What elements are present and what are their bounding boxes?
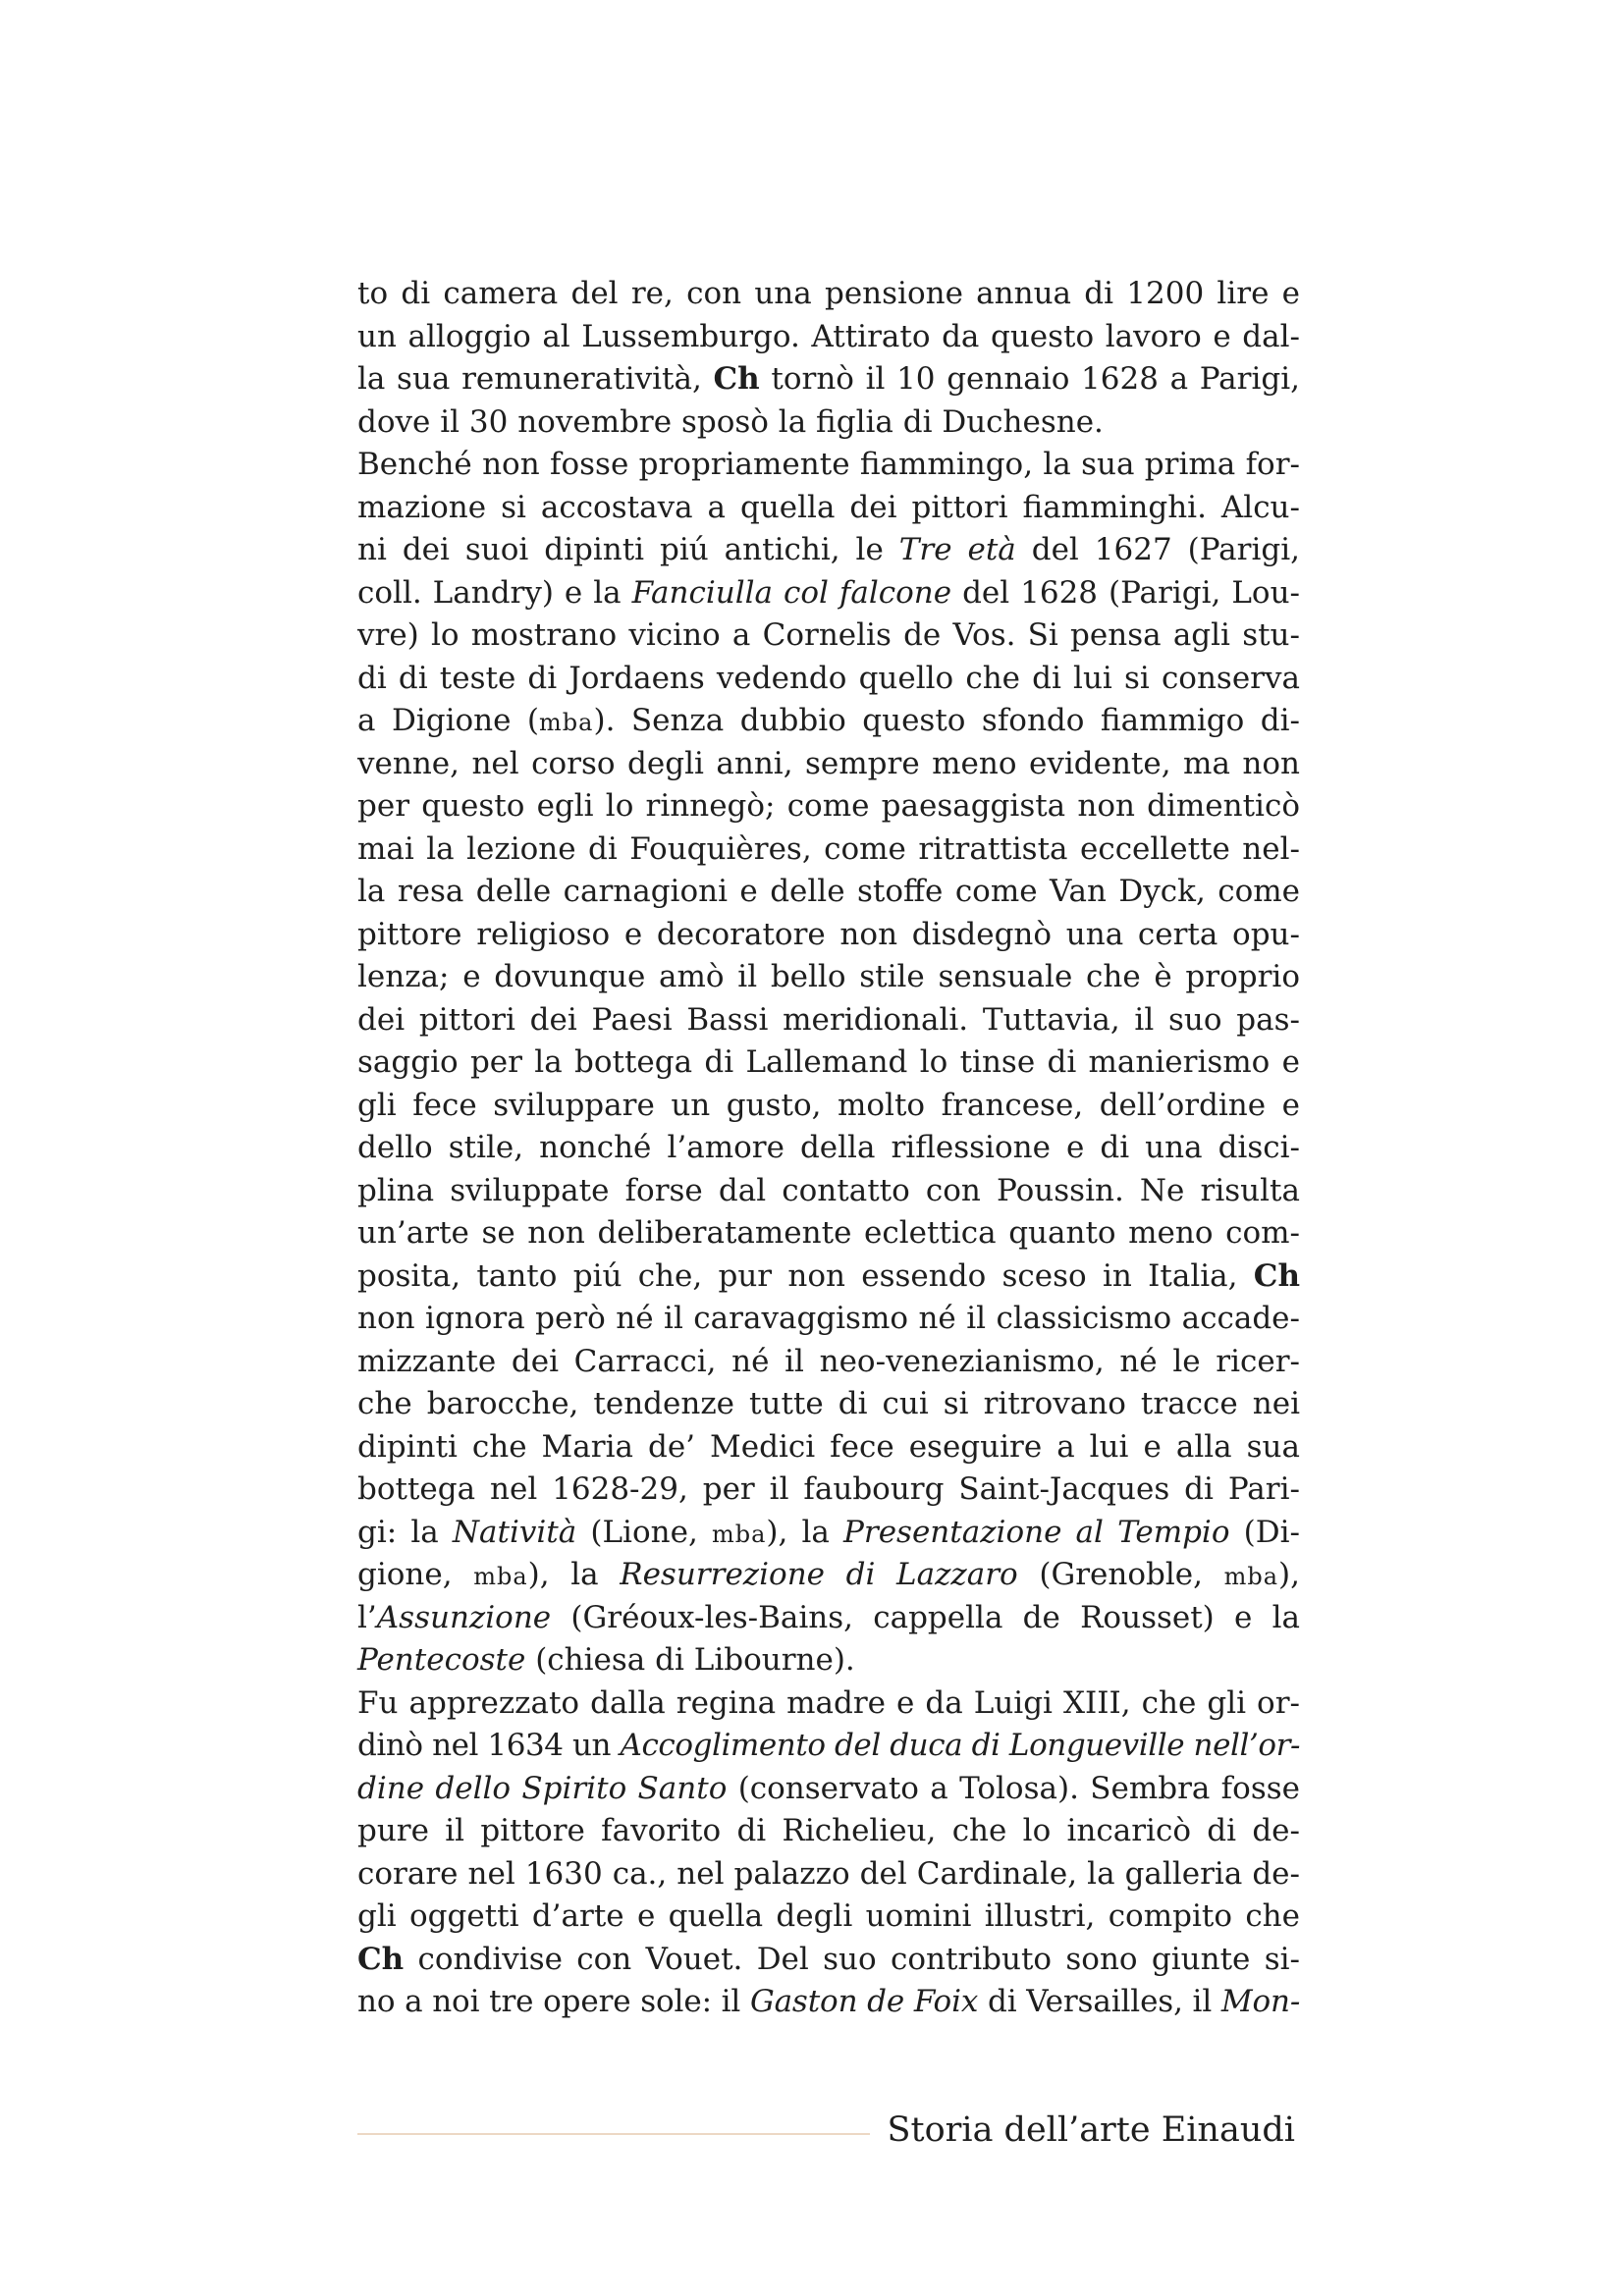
text-line: lenza; e dovunque amò il bello stile sensuale che è proprio <box>357 959 1300 994</box>
artwork-title: dine dello Spirito Santo <box>357 1770 728 1806</box>
text-line: di di teste di Jordaens vedendo quello che di lui si conserva <box>357 660 1300 696</box>
text-line: dello stile, nonché l’amore della riflessione e di una disci- <box>357 1130 1300 1165</box>
text-line: che barocche, tendenze tutte di cui si ritrovano tracce nei <box>357 1386 1300 1421</box>
text-line: l’Assunzione (Gréoux-les-Bains, cappella de Rousset) e la <box>357 1599 1300 1635</box>
text-line: dinò nel 1634 un Accoglimento del duca di Longueville nell’or- <box>357 1728 1301 1763</box>
artwork-title: Pentecoste <box>357 1642 526 1678</box>
text-line: Fu apprezzato dalla regina madre e da Luigi XIII, che gli or- <box>357 1684 1300 1721</box>
text-line: per questo egli lo rinnegò; come paesaggista non dimenticò <box>357 788 1300 824</box>
text-line: venne, nel corso degli anni, sempre meno evidente, ma non <box>357 745 1300 781</box>
text-line: saggio per la bottega di Lallemand lo tinse di manierismo e <box>357 1044 1300 1080</box>
author-abbreviation: Ch <box>357 1941 405 1977</box>
text-line: plina sviluppate forse dal contatto con Poussin. Ne risulta <box>357 1172 1300 1208</box>
text-line: gli fece sviluppare un gusto, molto francese, dell’ordine e <box>357 1087 1300 1123</box>
artwork-title: Mon- <box>1220 1984 1301 2019</box>
body-text <box>357 273 1300 2024</box>
author-abbreviation: Ch <box>713 361 760 397</box>
text-line: mizzante dei Carracci, né il neo-venezianismo, né le ricer- <box>357 1343 1300 1379</box>
text-line: vre) lo mostrano vicino a Cornelis de Vos. Si pensa agli stu- <box>357 617 1300 653</box>
text-line: dei pittori dei Paesi Bassi meridionali. Tuttavia, il suo pas- <box>357 1001 1300 1038</box>
author-abbreviation: Ch <box>1253 1257 1300 1294</box>
text-line: pittore religioso e decoratore non disdegnò una certa opu- <box>357 916 1300 952</box>
artwork-title: Tre età <box>898 532 1016 567</box>
text-line: mazione si accostava a quella dei pittori fiamminghi. Alcu- <box>357 489 1300 525</box>
text-line: dipinti che Maria de’ Medici fece eseguire a lui e alla sua <box>357 1428 1300 1465</box>
artwork-title: Natività <box>452 1514 577 1550</box>
artwork-title: Accoglimento del duca di Longueville nell’or- <box>620 1728 1301 1763</box>
text-line: un alloggio al Lussemburgo. Attirato da questo lavoro e dal- <box>357 318 1300 354</box>
text-line: la sua remuneratività, Ch tornò il 10 gennaio 1628 a Parigi, <box>357 361 1301 397</box>
text-line: coll. Landry) e la Fanciulla col falcone del 1628 (Parigi, Lou- <box>357 574 1301 611</box>
text-line: gli oggetti d’arte e quella degli uomini illustri, compito che <box>357 1898 1300 1934</box>
text-line: ni dei suoi dipinti piú antichi, le Tre età del 1627 (Parigi, <box>357 532 1300 567</box>
text-line: bottega nel 1628-29, per il faubourg Saint-Jacques di Pari- <box>357 1471 1300 1507</box>
text-line: pure il pittore favorito di Richelieu, che lo incaricò di de- <box>357 1813 1300 1848</box>
text-line: gione, mba), la Resurrezione di Lazzaro (Grenoble, mba), <box>357 1557 1300 1592</box>
text-line: posita, tanto piú che, pur non essendo sceso in Italia, Ch <box>357 1257 1300 1294</box>
text-line: no a noi tre opere sole: il Gaston de Foix di Versailles, il Mon- <box>357 1984 1301 2019</box>
artwork-title: Presentazione al Tempio <box>843 1514 1230 1550</box>
text-line: dine dello Spirito Santo (conservato a Tolosa). Sembra fosse <box>357 1770 1300 1806</box>
text-line: non ignora però né il caravaggismo né il classicismo accade- <box>357 1301 1300 1336</box>
text-line: Ch condivise con Vouet. Del suo contributo sono giunte si- <box>357 1941 1300 1977</box>
text-line: mai la lezione di Fouquières, come ritrattista eccellette nel- <box>357 830 1300 867</box>
text-line: dove il 30 novembre sposò la figlia di Duchesne. <box>357 403 1104 440</box>
text-line: a Digione (mba). Senza dubbio questo sfondo fiammigo di- <box>357 703 1300 738</box>
artwork-title: Assunzione <box>376 1599 552 1635</box>
text-line: gi: la Natività (Lione, mba), la Presentazione al Tempio (Di- <box>357 1514 1300 1550</box>
text-line: corare nel 1630 ca., nel palazzo del Cardinale, la galleria de- <box>357 1855 1300 1892</box>
text-line: un’arte se non deliberatamente eclettica quanto meno com- <box>357 1215 1300 1251</box>
text-line: la resa delle carnagioni e delle stoffe come Van Dyck, come <box>357 874 1300 909</box>
footer-title: Storia dell’arte Einaudi <box>887 2110 1295 2150</box>
footer-divider <box>357 2133 870 2135</box>
text-line: to di camera del re, con una pensione annua di 1200 lire e <box>357 276 1300 311</box>
artwork-title: Fanciulla col falcone <box>631 574 952 611</box>
artwork-title: Resurrezione di Lazzaro <box>620 1557 1018 1592</box>
text-line: Benché non fosse propriamente fiammingo, la sua prima for- <box>357 447 1300 482</box>
artwork-title: Gaston de Foix <box>749 1984 979 2019</box>
text-line: Pentecoste (chiesa di Libourne). <box>357 1642 855 1678</box>
